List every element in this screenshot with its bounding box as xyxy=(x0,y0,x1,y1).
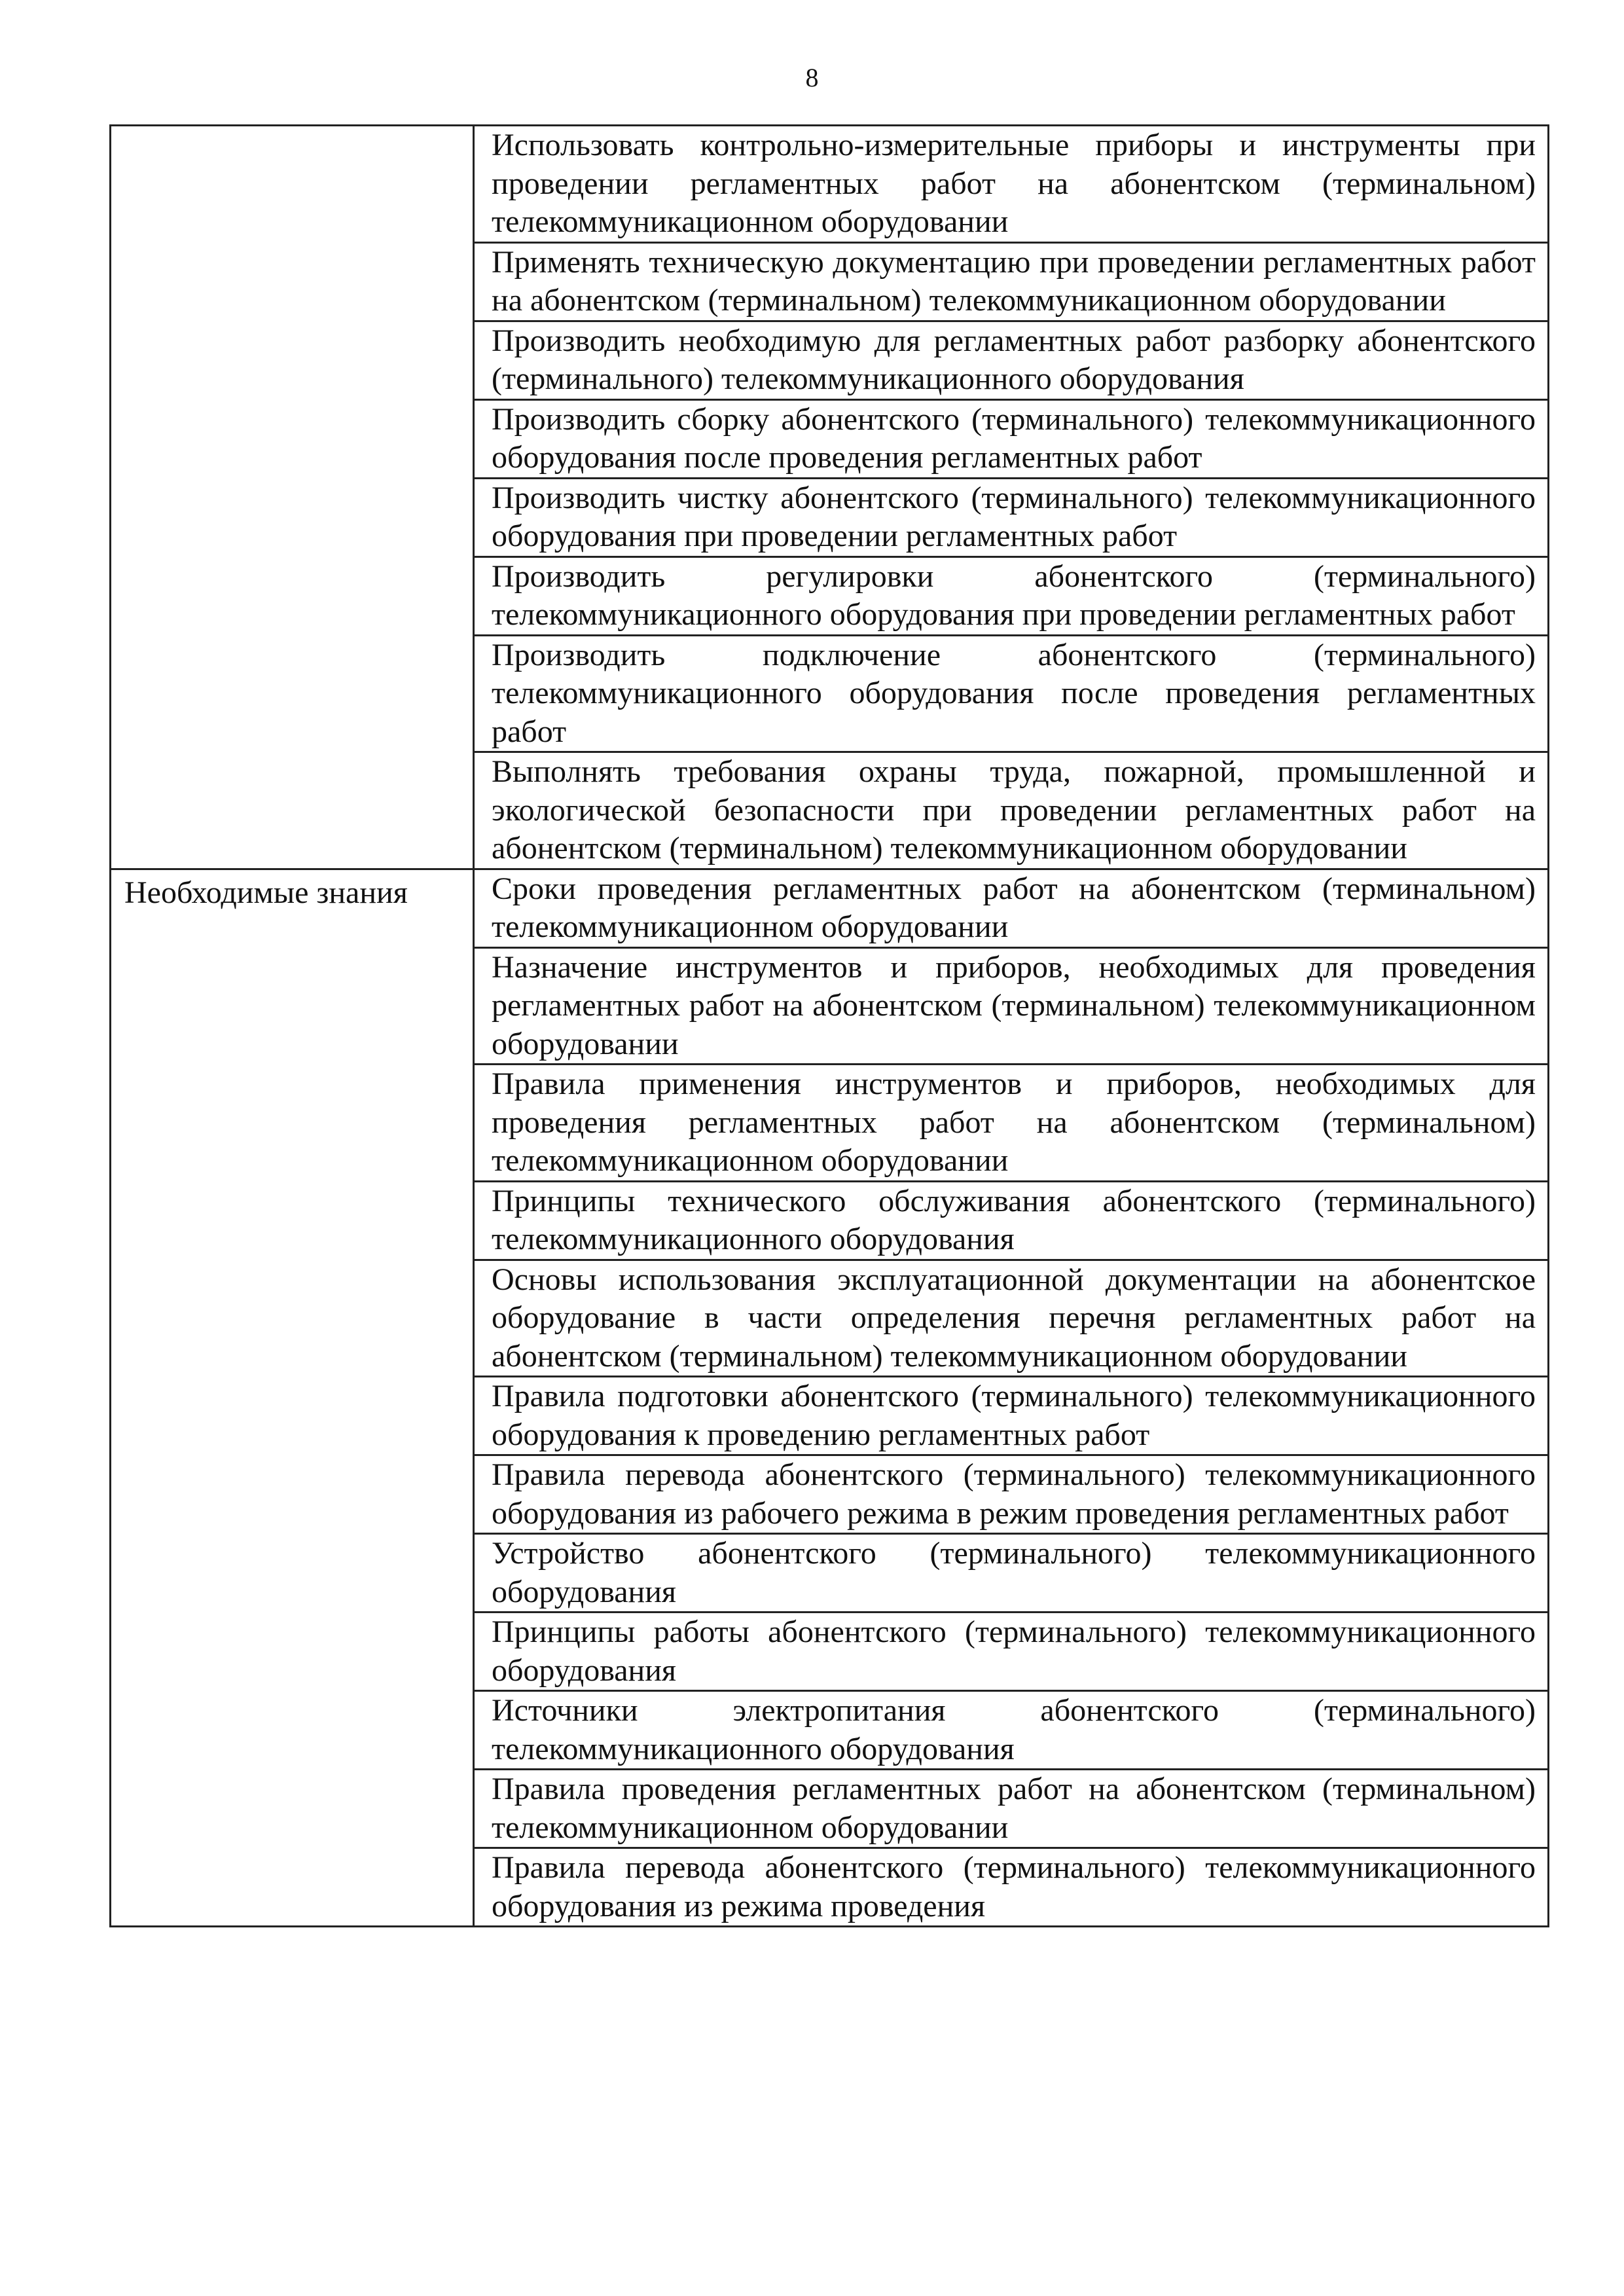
knowledge-item: Правила проведения регламентных работ на абонентском (терминальном) телекоммуникационном оборудовании xyxy=(474,1770,1549,1848)
knowledge-item: Правила перевода абонентского (терминального) телекоммуникационного оборудования из рабочего режима в режим проведения регламентных работ xyxy=(474,1455,1549,1534)
skill-item: Производить чистку абонентского (терминального) телекоммуникационного оборудования при проведении регламентных работ xyxy=(474,478,1549,556)
skill-item: Выполнять требования охраны труда, пожарной, промышленной и экологической безопасности при проведении регламентных работ на абонентском (терминальном) телекоммуникационном оборудовании xyxy=(474,752,1549,869)
table-row xyxy=(111,126,1549,243)
skill-item: Использовать контрольно-измерительные приборы и инструменты при проведении регламентных работ на абонентском (терминальном) телекоммуникационном оборудовании xyxy=(474,126,1549,243)
knowledge-item: Правила подготовки абонентского (терминального) телекоммуникационного оборудования к проведению регламентных работ xyxy=(474,1377,1549,1455)
table-body xyxy=(111,126,1549,1927)
page-number: 8 xyxy=(805,63,819,92)
knowledge-item: Источники электропитания абонентского (терминального) телекоммуникационного оборудования xyxy=(474,1691,1549,1770)
knowledge-item: Правила применения инструментов и приборов, необходимых для проведения регламентных работ на абонентском (терминальном) телекоммуникационном оборудовании xyxy=(474,1065,1549,1182)
knowledge-item: Правила перевода абонентского (терминального) телекоммуникационного оборудования из режима проведения xyxy=(474,1848,1549,1927)
skill-item: Производить необходимую для регламентных работ разборку абонентского (терминального) телекоммуникационного оборудования xyxy=(474,321,1549,399)
knowledge-item: Сроки проведения регламентных работ на абонентском (терминальном) телекоммуникационном оборудовании xyxy=(474,869,1549,947)
section-label-empty xyxy=(111,126,474,869)
requirements-table xyxy=(109,124,1549,1927)
skill-item: Производить сборку абонентского (терминального) телекоммуникационного оборудования после проведения регламентных работ xyxy=(474,399,1549,478)
knowledge-item: Основы использования эксплуатационной документации на абонентское оборудование в части определения перечня регламентных работ на абонентском (терминальном) телекоммуникационном оборудовании xyxy=(474,1260,1549,1377)
knowledge-item: Принципы технического обслуживания абонентского (терминального) телекоммуникационного оборудования xyxy=(474,1181,1549,1260)
knowledge-item: Устройство абонентского (терминального) телекоммуникационного оборудования xyxy=(474,1534,1549,1613)
knowledge-item: Назначение инструментов и приборов, необходимых для проведения регламентных работ на абонентском (терминальном) телекоммуникационном оборудовании xyxy=(474,947,1549,1065)
skill-item: Производить регулировки абонентского (терминального) телекоммуникационного оборудования при проведении регламентных работ xyxy=(474,556,1549,635)
skill-item: Производить подключение абонентского (терминального) телекоммуникационного оборудования после проведения регламентных работ xyxy=(474,635,1549,752)
table-row xyxy=(111,869,1549,947)
section-label: Необходимые знания xyxy=(111,869,474,1927)
knowledge-item: Принципы работы абонентского (терминального) телекоммуникационного оборудования xyxy=(474,1613,1549,1691)
skill-item: Применять техническую документацию при проведении регламентных работ на абонентском (терминальном) телекоммуникационном оборудовании xyxy=(474,242,1549,321)
